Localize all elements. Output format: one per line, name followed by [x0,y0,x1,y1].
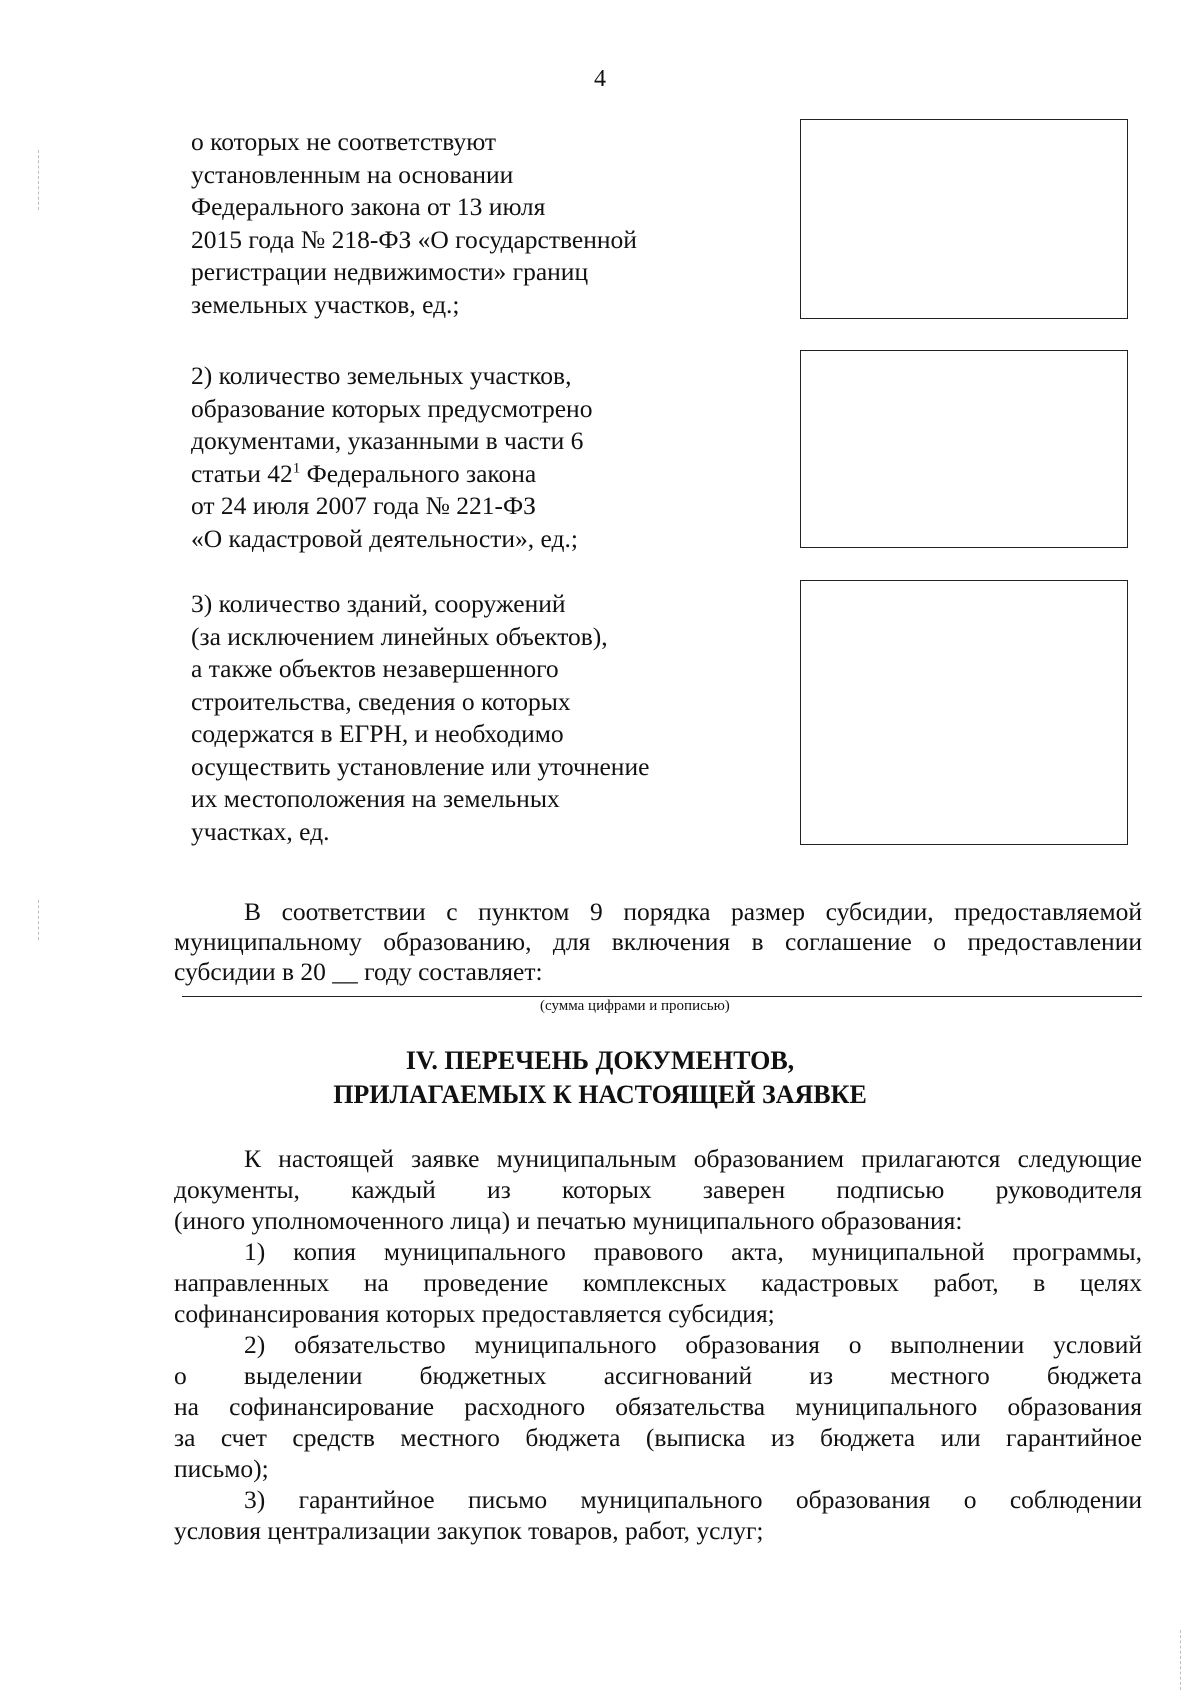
text-line: строительства, сведения о которых [191,686,571,716]
documents-section [174,1143,1142,1546]
sum-caption: (сумма цифрами и прописью) [540,998,730,1014]
text-line: осуществить установление или уточнение [191,751,650,781]
page-number: 4 [594,66,606,92]
text-line: К настоящей заявке муниципальным образованием прилагаются следующие [244,1144,1142,1173]
section-heading [0,1044,1200,1112]
text-line: 3) гарантийное письмо муниципального образования о соблюдении [244,1485,1142,1514]
text-line: В соответствии с пунктом 9 порядка размер субсидии, предоставляемой [244,897,1142,926]
text-line: 1) копия муниципального правового акта, муниципальной программы, [244,1237,1142,1266]
text-line: за счет средств местного бюджета (выписка из бюджета или гарантийное [174,1423,1142,1452]
subsidy-paragraph [174,897,1142,987]
text-line: их местоположения на земельных [191,784,560,813]
text-line: (за исключением линейных объектов), [191,621,608,651]
text-line: установленным на основании [191,159,514,189]
value-box-2[interactable] [800,350,1128,548]
text-line: содержатся в ЕГРН, и необходимо [191,719,564,748]
text-line [191,458,592,491]
text-line: муниципальному образованию, для включения в соглашение о предоставлении [174,927,1142,956]
text-line: письмо); [174,1454,269,1483]
text-line: документами, указанными в части 6 [191,426,584,455]
text-line: от 24 июля 2007 года № 221-ФЗ [191,491,536,520]
text-line: образование которых предусмотрено [191,393,593,423]
text-line: документы, каждый из которых заверен подписью руководителя [174,1175,1142,1204]
text-line: 2) количество земельных участков, [191,361,572,390]
text-line: регистрации недвижимости» границ [191,257,589,286]
indicator-item-2 [191,360,592,555]
text-line: (иного уполномоченного лица) и печатью муниципального образования: [174,1206,963,1235]
text-line: на софинансирование расходного обязательства муниципального образования [174,1392,1142,1421]
value-box-1[interactable] [800,119,1128,319]
text-line: участках, ед. [191,816,330,846]
text-line: субсидии в 20 __ году составляет: [174,957,543,986]
text-line: 2) обязательство муниципального образования о выполнении условий [244,1330,1142,1359]
text-line: «О кадастровой деятельности», ед.; [191,523,578,553]
sum-underline [182,996,1142,997]
text-line: 3) количество зданий, сооружений [191,589,566,618]
scan-mark [1180,1630,1181,1690]
text-line: а также объектов незавершенного [191,654,559,683]
superscript: 1 [292,460,301,476]
heading-line: IV. ПЕРЕЧЕНЬ ДОКУМЕНТОВ, [405,1046,795,1075]
text-line: о которых не соответствуют [191,127,497,156]
text-line: Федерального закона от 13 июля [191,192,546,221]
indicator-item-1 [191,126,637,321]
text-line: о выделении бюджетных ассигнований из местного бюджета [174,1361,1142,1390]
value-box-3[interactable] [800,580,1128,845]
text-fragment: Федерального закона [300,458,537,488]
scan-mark [38,900,39,940]
scan-mark [38,150,39,210]
text-line: условия централизации закупок товаров, работ, услуг; [174,1516,764,1545]
text-fragment: статьи 42 [191,458,293,488]
text-line: 2015 года № 218-ФЗ «О государственной [191,224,637,254]
text-line: земельных участков, ед.; [191,289,460,319]
text-line: софинансирования которых предоставляется субсидия; [174,1299,775,1328]
heading-line: ПРИЛАГАЕМЫХ К НАСТОЯЩЕЙ ЗАЯВКЕ [333,1080,867,1109]
text-line: направленных на проведение комплексных кадастровых работ, в целях [174,1268,1142,1297]
indicator-item-3 [191,588,649,848]
